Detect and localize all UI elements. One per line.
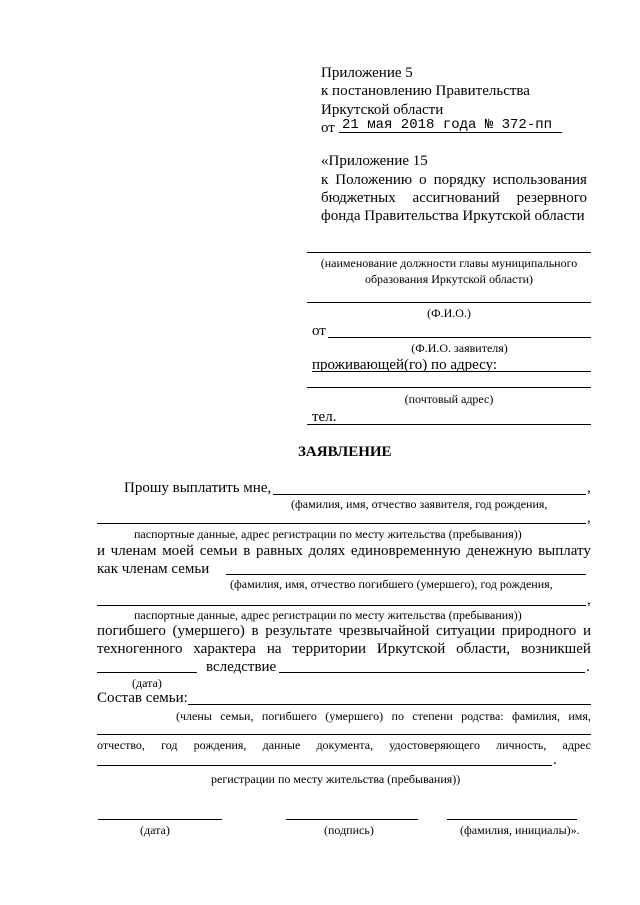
word: погибшего: [261, 709, 317, 723]
family-composition-line: [188, 704, 591, 705]
due-to-label: вследствие: [206, 659, 277, 675]
word: единовременную: [350, 543, 461, 559]
word: порядку: [433, 172, 486, 188]
family-text-line: [97, 544, 591, 559]
signature-sign-caption: (подпись): [324, 823, 374, 837]
comma: ,: [587, 510, 591, 526]
word: резервного: [516, 190, 587, 206]
residing-label: проживающей(го) по адресу:: [312, 357, 498, 373]
fio-caption: (Ф.И.О.): [427, 306, 471, 320]
word: фамилия,: [511, 709, 561, 723]
passport-caption-1: паспортные данные, адрес регистрации по месту жительства (пребывания)): [134, 527, 522, 541]
word: ассигнований: [412, 190, 500, 206]
word: денежную: [466, 543, 533, 559]
applicant-data-caption: (фамилия, имя, отчество заявителя, год рождения,: [291, 497, 548, 511]
position-caption-1: (наименование должности главы муниципального: [320, 256, 578, 270]
family-line-2: [97, 734, 591, 735]
fio-line: [307, 302, 591, 303]
word: и: [97, 543, 106, 559]
word: о: [419, 172, 427, 188]
word: рождения,: [193, 738, 247, 752]
deceased-passport-line: [97, 605, 586, 606]
word: долях: [308, 543, 346, 559]
comma: ,: [587, 480, 591, 496]
signature-date-line: [98, 819, 222, 820]
family-composition-label: Состав семьи:: [97, 690, 188, 706]
word: характера: [193, 641, 256, 657]
period: .: [553, 752, 557, 768]
word: (члены: [176, 709, 212, 723]
appendix-title: Приложение 5: [321, 65, 413, 81]
family-caption-1: [176, 710, 591, 722]
postal-line: [307, 387, 591, 388]
deceased-text-line-1: [97, 624, 591, 639]
word: удостоверяющего: [389, 738, 480, 752]
word: Иркутской: [376, 641, 446, 657]
cause-line: [279, 672, 585, 673]
family-line-3: [97, 765, 552, 766]
word: погибшего: [97, 623, 166, 639]
word: семьи: [199, 543, 238, 559]
appendix-resolution: к постановлению Правительства: [321, 83, 530, 99]
word: ситуации: [436, 623, 496, 639]
appendix15-line2: [321, 173, 587, 188]
word: моей: [162, 543, 195, 559]
appendix-region: Иркутской области: [321, 102, 444, 118]
event-date-caption: (дата): [132, 676, 162, 690]
appendix-date-prefix: от: [321, 120, 335, 136]
word: в: [243, 543, 251, 559]
word: членам: [110, 543, 157, 559]
signature-line: [286, 819, 418, 820]
word: результате: [265, 623, 333, 639]
deceased-text-line-2: [97, 642, 591, 657]
phone-line: [307, 424, 591, 425]
word: (умершего): [325, 709, 384, 723]
deceased-caption: (фамилия, имя, отчество погибшего (умершего), год рождения,: [230, 577, 553, 591]
family-caption-2: [97, 739, 591, 751]
word: на: [266, 641, 282, 657]
word: имя,: [568, 709, 591, 723]
applicant-data-line: [273, 494, 586, 495]
appendix15-line3: [321, 191, 587, 206]
word: Положению: [335, 172, 413, 188]
position-line: [307, 252, 591, 253]
position-caption-2: образования Иркутской области): [364, 272, 534, 286]
word: к: [321, 172, 329, 188]
word: по: [391, 709, 404, 723]
request-label: Прошу выплатить мне,: [124, 480, 272, 496]
word: отчество,: [97, 738, 145, 752]
phone-label: тел.: [312, 409, 337, 425]
word: данные: [262, 738, 301, 752]
appendix-date-value: 21 мая 2018 года № 372-пп: [342, 117, 553, 133]
event-date-line: [97, 672, 197, 673]
signature-name-line: [447, 819, 577, 820]
word: выплату: [538, 543, 591, 559]
word: степени: [412, 709, 453, 723]
residing-line: [312, 371, 591, 372]
word: личность,: [496, 738, 547, 752]
comma: ,: [587, 592, 591, 608]
family-caption-3: регистрации по месту жительства (пребывания)): [211, 772, 461, 786]
passport-caption-2: паспортные данные, адрес регистрации по месту жительства (пребывания)): [134, 608, 522, 622]
word: использования: [492, 172, 587, 188]
word: семьи,: [220, 709, 254, 723]
word: и: [582, 623, 591, 639]
applicant-caption: (Ф.И.О. заявителя): [411, 341, 508, 355]
word: бюджетных: [321, 190, 396, 206]
word: территории: [292, 641, 367, 657]
applicant-line: [328, 337, 591, 338]
word: равных: [255, 543, 303, 559]
word: (умершего): [172, 623, 245, 639]
word: чрезвычайной: [338, 623, 430, 639]
appendix-date-underline: [339, 132, 562, 133]
signature-name-caption: (фамилия, инициалы)».: [460, 823, 580, 837]
applicant-passport-line: [97, 523, 586, 524]
word: области,: [456, 641, 511, 657]
word: возникшей: [520, 641, 591, 657]
family-text-2: как членам семьи: [97, 561, 210, 577]
word: адрес: [562, 738, 591, 752]
word: природного: [501, 623, 577, 639]
word: родства:: [461, 709, 504, 723]
appendix15-title: «Приложение 15: [321, 153, 428, 169]
word: в: [251, 623, 259, 639]
word: год: [161, 738, 178, 752]
signature-date-caption: (дата): [140, 823, 170, 837]
statement-title: ЗАЯВЛЕНИЕ: [298, 444, 392, 460]
word: документа,: [316, 738, 374, 752]
from-label: от: [312, 323, 326, 339]
postal-caption: (почтовый адрес): [404, 392, 494, 406]
appendix15-line4: фонда Правительства Иркутской области: [321, 208, 585, 224]
period: .: [586, 659, 590, 675]
word: техногенного: [97, 641, 183, 657]
deceased-name-line: [226, 574, 586, 575]
